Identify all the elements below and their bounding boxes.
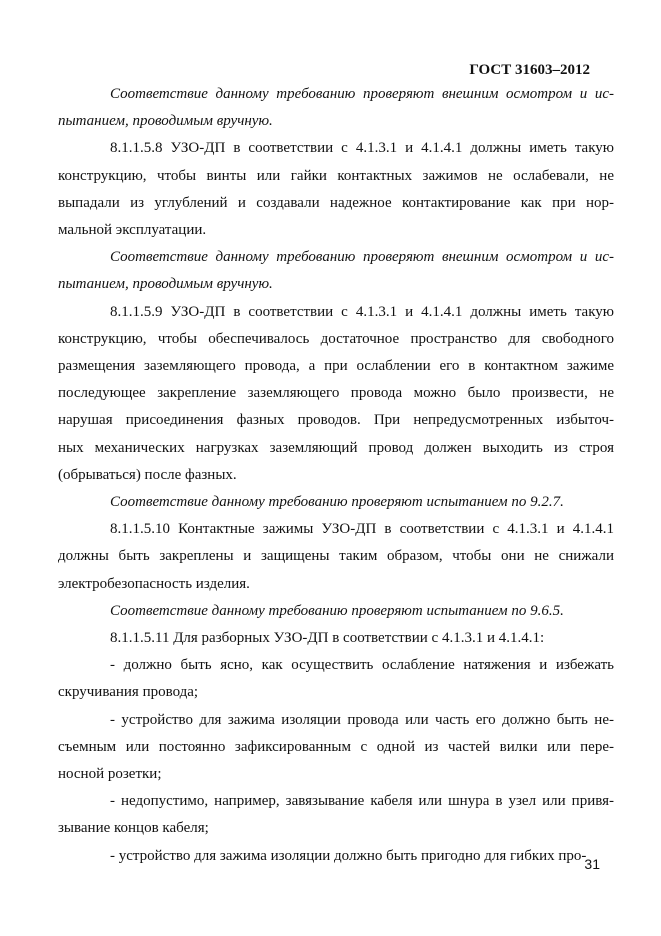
- text-line: выпадали из углублений и создавали надежное контактирование как при нор-: [58, 194, 614, 211]
- italic-note-paragraph: [110, 489, 614, 516]
- text-line: Соответствие данному требованию проверяют внешним осмотром и ис-: [110, 249, 614, 266]
- paragraph: [58, 707, 614, 789]
- text-line: должны быть закреплены и защищены таким образом, чтобы они не снижали: [58, 548, 614, 565]
- text-line: съемным или постоянно зафиксированным с одной из частей вилки или пере-: [58, 738, 614, 755]
- text-line: Соответствие данному требованию проверяют испытанием по 9.6.5.: [110, 602, 564, 619]
- text-line: (обрываться) после фазных.: [58, 466, 237, 483]
- text-line: скручивания провода;: [58, 684, 199, 701]
- text-line: - устройство для зажима изоляции должно быть пригодно для гибких про-: [110, 847, 587, 864]
- text-line: конструкцию, чтобы обеспечивалось достаточное пространство для свободного: [58, 330, 614, 347]
- text-line: носной розетки;: [58, 766, 162, 783]
- text-line: нарушая присоединения фазных проводов. При непредусмотренных избыточ-: [58, 412, 614, 429]
- paragraph: [58, 299, 614, 489]
- page-number: 31: [584, 856, 600, 872]
- document-header: ГОСТ 31603–2012: [469, 62, 590, 78]
- paragraph: [58, 652, 614, 706]
- text-line: 8.1.1.5.11 Для разборных УЗО-ДП в соответствии с 4.1.3.1 и 4.1.4.1:: [110, 630, 545, 647]
- text-line: пытанием, проводимым вручную.: [58, 276, 273, 293]
- italic-note-paragraph: [58, 81, 614, 135]
- text-line: размещения заземляющего провода, а при ослаблении его в контактном зажиме: [58, 358, 614, 375]
- text-line: 8.1.1.5.10 Контактные зажимы УЗО-ДП в соответствии с 4.1.3.1 и 4.1.4.1: [110, 521, 614, 538]
- text-line: - устройство для зажима изоляции провода или часть его должно быть не-: [110, 711, 614, 728]
- paragraph: [110, 625, 614, 652]
- text-line: конструкцию, чтобы винты или гайки контактных зажимов не ослабевали, не: [58, 167, 614, 184]
- italic-note-paragraph: [58, 244, 614, 298]
- text-line: - недопустимо, например, завязывание кабеля или шнура в узел или привя-: [110, 793, 614, 810]
- paragraph: [58, 135, 614, 244]
- text-line: ных механических нагрузках заземляющий провод должен выходить из строя: [58, 439, 614, 456]
- text-line: Соответствие данному требованию проверяют испытанием по 9.2.7.: [110, 494, 564, 511]
- paragraph: [58, 788, 614, 842]
- document-body: [58, 81, 614, 870]
- text-line: мальной эксплуатации.: [58, 222, 207, 239]
- text-line: электробезопасность изделия.: [58, 575, 250, 592]
- text-line: пытанием, проводимым вручную.: [58, 113, 273, 130]
- text-line: 8.1.1.5.9 УЗО-ДП в соответствии с 4.1.3.1 и 4.1.4.1 должны иметь такую: [110, 303, 614, 320]
- paragraph: [58, 516, 614, 598]
- text-line: 8.1.1.5.8 УЗО-ДП в соответствии с 4.1.3.1 и 4.1.4.1 должны иметь такую: [110, 140, 614, 157]
- text-line: Соответствие данному требованию проверяют внешним осмотром и ис-: [110, 86, 614, 102]
- italic-note-paragraph: [110, 598, 614, 625]
- text-line: последующее закрепление заземляющего провода можно было произвести, не: [58, 385, 614, 402]
- text-line: - должно быть ясно, как осуществить ослабление натяжения и избежать: [110, 657, 614, 674]
- text-line: зывание концов кабеля;: [58, 820, 209, 837]
- paragraph: [110, 843, 614, 870]
